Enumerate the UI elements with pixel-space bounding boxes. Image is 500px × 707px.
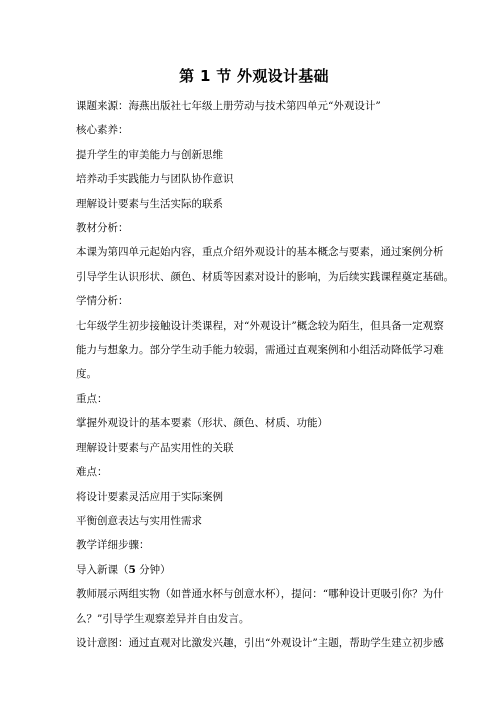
document-title: 第 1 节 外观设计基础 xyxy=(179,67,329,85)
textbook-line: 引导学生认识形状、颜色、材质等因素对设计的影响，为后续实践课程奠定基础。 xyxy=(76,270,454,283)
intro-line: 教师展示两组实物（如普通水杯与创意水杯），提问：“哪种设计更吸引你？为什 xyxy=(76,588,444,601)
intro-heading xyxy=(76,558,428,582)
student-heading: 学情分析： xyxy=(76,295,129,308)
key-item: 掌握外观设计的基本要素（形状、颜色、材质、功能） xyxy=(76,417,328,430)
literacy-item: 理解设计要素与生活实际的联系 xyxy=(76,197,223,210)
textbook-heading: 教材分析： xyxy=(76,222,129,235)
difficulty-item: 平衡创意表达与实用性需求 xyxy=(76,514,202,527)
textbook-line: 本课为第四单元起始内容，重点介绍外观设计的基本概念与要素，通过案例分析 xyxy=(76,246,444,259)
difficulty-item: 将设计要素灵活应用于实际案例 xyxy=(76,490,223,503)
steps-heading: 教学详细步骤： xyxy=(76,539,150,552)
student-line: 七年级学生初步接触设计类课程，对“外观设计”概念较为陌生，但具备一定观察 xyxy=(76,319,444,332)
literacy-item: 培养动手实践能力与团队协作意识 xyxy=(76,173,234,186)
student-line: 能力与想象力。部分学生动手能力较弱，需通过直观案例和小组活动降低学习难 xyxy=(76,344,444,357)
difficulty-heading: 难点： xyxy=(76,466,108,479)
intro-line: 么？”引导学生观察差异并自由发言。 xyxy=(76,612,250,625)
literacy-item: 提升学生的审美能力与创新思维 xyxy=(76,148,223,161)
intro-heading-text: 导入新课（ xyxy=(76,563,129,576)
intent-line: 设计意图：通过直观对比激发兴趣，引出“外观设计”主题，帮助学生建立初步感 xyxy=(76,636,444,649)
course-source: 课题来源：海燕出版社七年级上册劳动与技术第四单元“外观设计” xyxy=(76,100,381,112)
intro-heading-tail: 分钟） xyxy=(135,563,171,576)
student-line: 度。 xyxy=(76,368,97,381)
literacy-heading: 核心素养： xyxy=(76,124,129,137)
key-item: 理解设计要素与产品实用性的关联 xyxy=(76,441,234,454)
intro-heading-minutes: 5 xyxy=(128,563,136,576)
key-heading: 重点： xyxy=(76,392,108,405)
